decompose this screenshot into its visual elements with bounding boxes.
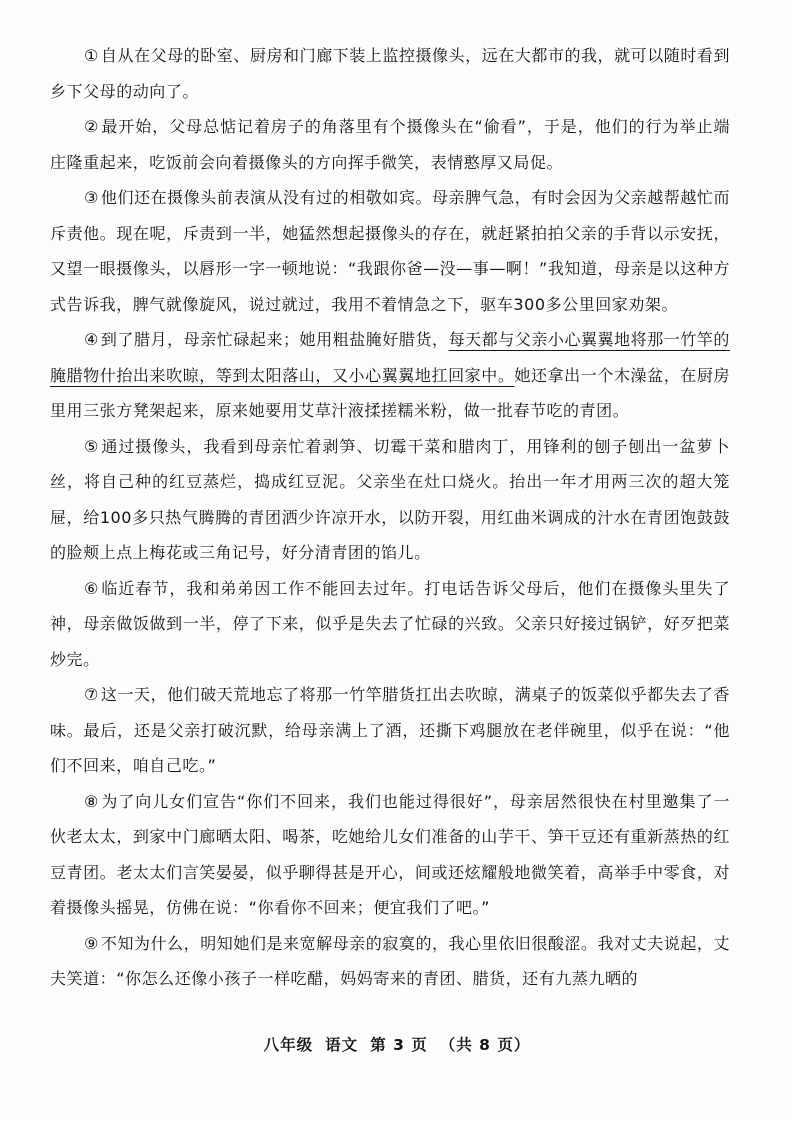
paragraph-text: 这一天，他们破天荒地忘了将那一竹竿腊货扛出去吹晾，满桌子的饭菜似乎都失去了香味。最后，还是父亲打破沉默，给母亲满上了酒，还撕下鸡腿放在老伴碗里，似乎在说：“他们不回来，咱自己吃。” <box>50 685 730 775</box>
paragraph-2 <box>50 109 730 180</box>
paragraph-text: 不知为什么，明知她们是来宽解母亲的寂寞的，我心里依旧很酸涩。我对丈夫说起，丈夫笑道：“你怎么还像小孩子一样吃醋，妈妈寄来的青团、腊货，还有九蒸九晒的 <box>50 933 730 988</box>
paragraph-number: ② <box>84 117 100 136</box>
paragraph-number: ⑦ <box>84 685 99 704</box>
paragraph-7 <box>50 677 730 784</box>
paragraph-9 <box>50 926 730 997</box>
page-footer <box>0 1033 794 1055</box>
paragraph-number: ⑧ <box>84 791 100 811</box>
paragraph-text: 到了腊月，母亲忙碌起来；她用粗盐腌好腊货， <box>100 330 449 349</box>
paragraph-number: ③ <box>84 188 99 207</box>
paragraph-text: 她还拿出一个木澡盆，在厨房里用三张方凳架起来，原来她要用艾草汁液揉搓糯米粉，做一批春节吃的青团。 <box>50 365 731 420</box>
footer-subject: 语文 <box>325 1036 359 1054</box>
reading-passage <box>50 38 730 997</box>
paragraph-5 <box>50 429 730 571</box>
paragraph-text: 自从在父母的卧室、厨房和门廊下装上监控摄像头，远在大都市的我，就可以随时看到乡下父母的动向了。 <box>50 46 730 101</box>
paragraph-number: ⑥ <box>84 578 100 598</box>
paragraph-text: 为了向儿女们宣告“你们不回来，我们也能过得很好”，母亲居然很快在村里邀集了一伙老太太，到家中门廊晒太阳、喝茶，吃她给儿女们准备的山芋干、笋干豆还有重新蒸热的红豆青团。老太太们言笑晏晏，似乎聊得甚是开心，间或还炫耀般地微笑着，高举手中零食，对着摄像头摇晃，仿佛在说：“你看你不回来；便宜我们了吧。” <box>50 791 730 917</box>
paragraph-8 <box>50 784 730 926</box>
paragraph-text: 最开始，父母总惦记着房子的角落里有个摄像头在“偷看”，于是，他们的行为举止端庄隆重起来，吃饭前会向着摄像头的方向挥手微笑，表情憨厚又局促。 <box>50 117 730 172</box>
footer-page-number: 第 3 页 <box>370 1036 428 1054</box>
paragraph-number: ① <box>84 46 99 65</box>
paragraph-4 <box>50 322 730 429</box>
paragraph-number: ⑤ <box>84 436 100 456</box>
paragraph-text: 他们还在摄像头前表演从没有过的相敬如宾。母亲脾气急，有时会因为父亲越帮越忙而斥责他。现在呢，斥责到一半，她猛然想起摄像头的存在，就赶紧拍拍父亲的手背以示安抚，又望一眼摄像头，以唇形一字一顿地说：“我跟你爸—没—事—啊！”我知道，母亲是以这种方式告诉我，脾气就像旋风，说过就过，我用不着情急之下，驱车300多公里回家劝架。 <box>50 188 730 314</box>
footer-grade: 八年级 <box>263 1036 314 1054</box>
footer-total-pages: （共 8 页） <box>439 1036 531 1054</box>
paragraph-3 <box>50 180 730 322</box>
paragraph-number: ⑨ <box>84 933 99 953</box>
paragraph-1 <box>50 38 730 109</box>
paragraph-number: ④ <box>84 330 99 349</box>
underlined-sentence: 每天都与父亲小心翼翼地将那一竹竿的腌腊物什抬出来吹晾，等到太阳落山，又小心翼翼地扛回家中。 <box>50 330 730 385</box>
paragraph-text: 通过摄像头，我看到母亲忙着剥笋、切霉干菜和腊肉丁，用锋利的刨子刨出一盆萝卜丝，将自己种的红豆蒸烂，捣成红豆泥。父亲坐在灶口烧火。抬出一年才用两三次的超大笼屉，给100多只热气腾腾的青团洒少许凉开水，以防开裂，用红曲米调成的汁水在青团饱鼓鼓的脸颊上点上梅花或三角记号，好分清青团的馅儿。 <box>50 436 730 562</box>
paragraph-6 <box>50 571 730 678</box>
paragraph-text: 临近春节，我和弟弟因工作不能回去过年。打电话告诉父母后，他们在摄像头里失了神，母亲做饭做到一半，停了下来，似乎是失去了忙碌的兴致。父亲只好接过锅铲，好歹把菜炒完。 <box>50 578 730 669</box>
